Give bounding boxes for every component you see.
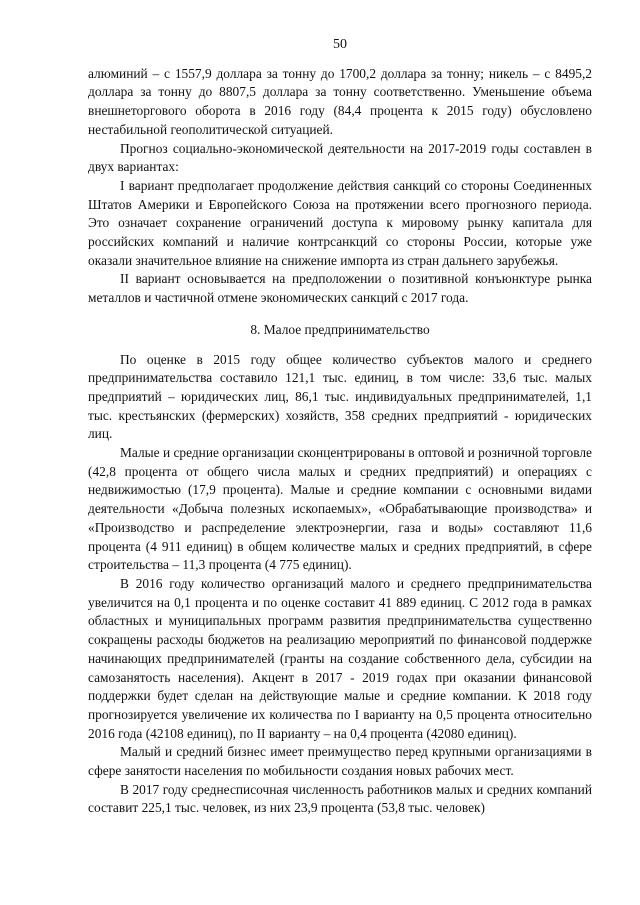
paragraph-trade-continuation: алюминий – с 1557,9 доллара за тонну до 1700,2 доллара за тонну; никель – с 8495,2 доллара за тонну до 8807,5 доллара за тонну соответственно. Уменьшение объема внешнеторгового оборота в 2016 году (84,4 процента к 2015 году) обусловлено нестабильной геополитической ситуацией. bbox=[88, 65, 592, 137]
paragraph-sme-workforce: В 2017 году среднесписочная численность работников малых и средних компаний составит 225,1 тыс. человек, из них 23,9 процента (53,8 тыс. человек) bbox=[88, 781, 592, 816]
page-number: 50 bbox=[333, 37, 347, 52]
paragraph-sme-count: По оценке в 2015 году общее количество субъектов малого и среднего предпринимательства составило 121,1 тыс. единиц, в том числе: 33,6 тыс. малых предприятий – юридических лиц, 86,1 тыс. индивидуальных предпринимателей, 1,1 тыс. крестьянских (фермерских) хозяйств, 358 средних предприятий - юридических лиц. bbox=[88, 351, 592, 442]
paragraph-variant-1: I вариант предполагает продолжение действия санкций со стороны Соединенных Штатов Америки и Европейского Союза на протяжении всего прогнозного периода. Это означает сохранение ограничений доступа к мировому рынку капитала для российских компаний и наличие контрсанкций со стороны России, которые уже оказали значительное влияние на снижение импорта из стран дальнего зарубежья. bbox=[88, 177, 592, 268]
paragraph-sme-forecast: В 2016 году количество организаций малого и среднего предпринимательства увеличится на 0,1 процента и по оценке составит 41 889 единиц. С 2012 года в рамках областных и муниципальных программ развития предпринимательства существенно сокращены расходы бюджетов на реализацию мероприятий по финансовой поддержке начинающих предпринимателей (гранты на создание собственного дела, субсидии на самозанятость населения). Акцент в 2017 - 2019 годах при оказании финансовой поддержки будет сделан на действующие малые и средние компании. К 2018 году прогнозируется увеличение их количества по I варианту на 0,5 процента относительно 2016 года (42108 единиц), по II варианту – на 0,4 процента (42080 единиц). bbox=[88, 575, 592, 741]
section-title: 8. Малое предпринимательство bbox=[250, 321, 430, 337]
paragraph-sme-employment-advantage: Малый и средний бизнес имеет преимущество перед крупными организациями в сфере занятости населения по мобильности создания новых рабочих мест. bbox=[88, 744, 592, 779]
paragraph-variant-2: II вариант основывается на предположении о позитивной конъюнктуре рынка металлов и частичной отмене экономических санкций с 2017 года. bbox=[88, 271, 592, 306]
paragraph-forecast-intro: Прогноз социально-экономической деятельности на 2017-2019 годы составлен в двух вариантах: bbox=[88, 140, 592, 175]
paragraph-sme-sectors: Малые и средние организации сконцентрированы в оптовой и розничной торговле (42,8 процента от общего числа малых и средних предприятий) и операциях с недвижимостью (17,9 процента). Малые и средние компании с основными видами деятельности «Добыча полезных ископаемых», «Обрабатывающие производства» и «Производство и распределение электроэнергии, газа и воды» составляют 11,6 процента (4 911 единиц) в общем количестве малых и средних предприятий, в сфере строительства – 11,3 процента (4 775 единиц). bbox=[88, 445, 592, 573]
